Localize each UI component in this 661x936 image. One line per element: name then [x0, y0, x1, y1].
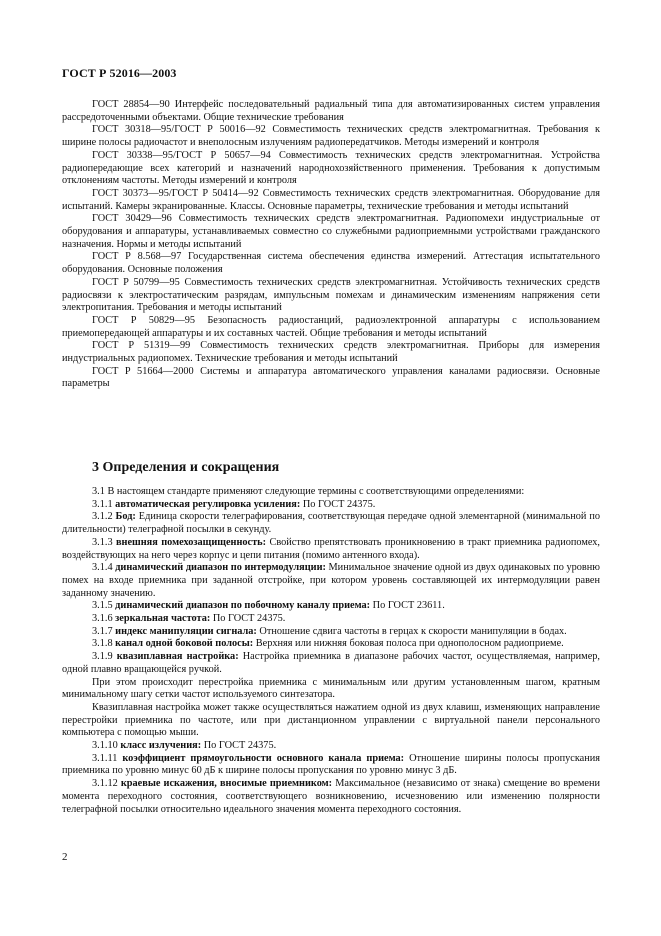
reference-item: ГОСТ Р 51664—2000 Системы и аппаратура автоматического управления каналами радиосвязи. Основные параметры [62, 365, 600, 390]
term-definition [62, 613, 600, 626]
term-number: 3.1.7 [92, 625, 113, 637]
term-text: По ГОСТ 24375. [300, 498, 376, 510]
reference-item: ГОСТ Р 50829—95 Безопасность радиостанций, радиоэлектронной аппаратуры с использованием приемопередающей аппаратуры и их составных частей. Общие требования и методы испытаний [62, 314, 600, 339]
term-name: внешняя помехозащищенность: [115, 536, 267, 548]
reference-item: ГОСТ 30318—95/ГОСТ Р 50016—92 Совместимость технических средств электромагнитная. Требования к ширине полосы радиочастот и внеполосным излучениям радиопередатчиков. Методы измерений и контроля [62, 124, 600, 149]
term-number: 3.1.8 [92, 638, 113, 650]
term-number: 3.1.11 [92, 752, 118, 764]
term-name: краевые искажения, вносимые приемником: [120, 778, 333, 790]
term-number: 3.1.3 [92, 536, 113, 548]
term-name: динамический диапазон по побочному каналу приема: [115, 600, 371, 612]
term-number: 3.1.2 [92, 511, 113, 523]
term-name: индекс манипуляции сигнала: [115, 625, 257, 637]
term-name: динамический диапазон по интермодуляции: [115, 562, 326, 574]
term-definition [62, 651, 600, 676]
term-name: зеркальная частота: [115, 613, 211, 625]
term-number: 3.1.4 [92, 562, 113, 574]
term-definition [62, 638, 600, 651]
term-text: По ГОСТ 24375. [201, 740, 277, 752]
term-number: 3.1.5 [92, 600, 113, 612]
term-text: Минимальное значение одной из двух одинаковых по уровню помех на входе приемника при заданной отстройке, при котором уровень составляющей их интермодуляции равен заданному значению. [62, 562, 600, 599]
term-text: Единица скорости телеграфирования, соответствующая передаче одной элементарной (минимальной по длительности) телеграфной посылки в секунду. [62, 511, 600, 536]
section-definitions [62, 460, 600, 816]
term-number: 3.1.12 [92, 778, 118, 790]
term-name: класс излучения: [120, 740, 202, 752]
reference-item: ГОСТ Р 50799—95 Совместимость технических средств электромагнитная. Устойчивость технических средств радиосвязи к электростатическим разрядам, импульсным помехам и динамическим изменениям напряжения сети электропитания. Требования и методы испытаний [62, 276, 600, 314]
term-definition [62, 778, 600, 816]
normative-references [62, 99, 600, 391]
page-number: 2 [62, 851, 68, 863]
term-definition [62, 537, 600, 562]
term-name: квазиплавная настройка: [116, 651, 239, 663]
term-definition [62, 511, 600, 536]
reference-item: ГОСТ 30373—95/ГОСТ Р 50414—92 Совместимость технических средств электромагнитная. Оборудование для испытаний. Камеры экранированные. Классы. Основные параметры, технические требования и методы испытаний [62, 187, 600, 212]
document-header: ГОСТ Р 52016—2003 [62, 66, 177, 80]
term-text: Верхняя или нижняя боковая полоса при однополосном радиоприеме. [253, 638, 564, 650]
term-number: 3.1.10 [92, 740, 118, 752]
term-definition [62, 626, 600, 639]
term-definition [62, 740, 600, 753]
term-definition [62, 753, 600, 778]
paragraph: При этом происходит перестройка приемника с минимальным или другим установленным шагом, кратным минимальному шагу сетки частот используемого синтезатора. [62, 676, 600, 701]
section-title: 3 Определения и сокращения [92, 460, 280, 475]
term-text: Свойство препятствовать проникновению в тракт приемника радиопомех, воздействующих на него через корпус и цепи питания (помимо антенного входа). [62, 536, 601, 561]
term-text: По ГОСТ 23611. [370, 600, 445, 612]
term-text: Максимальное (независимо от знака) смещение во времени момента переходного состояния, соответствующего возникновению, исчезновению или изменению полярности телеграфной посылки относительно идеального значения момента переходного состояния. [62, 778, 601, 815]
term-number: 3.1.6 [92, 613, 113, 625]
reference-item: ГОСТ Р 51319—99 Совместимость технических средств электромагнитная. Приборы для измерения индустриальных радиопомех. Технические требования и методы испытаний [62, 340, 600, 365]
term-name: коэффициент прямоугольности основного канала приема: [122, 752, 405, 764]
term-number: 3.1.9 [92, 651, 113, 663]
reference-item: ГОСТ 28854—90 Интерфейс последовательный радиальный типа для автоматизированных систем управления рассредоточенными объектами. Общие технические требования [62, 99, 600, 123]
term-text: Настройка приемника в диапазоне рабочих частот, осуществляемая, например, одной плавно вращающейся ручкой. [62, 651, 600, 675]
term-text: Отношение сдвига частоты в герцах к скорости манипуляции в бодах. [256, 625, 567, 637]
reference-item: ГОСТ Р 8.568—97 Государственная система обеспечения единства измерений. Аттестация испытательного оборудования. Основные положения [62, 251, 600, 276]
section-intro: 3.1 В настоящем стандарте применяют следующие термины с соответствующими определениями: [92, 486, 525, 497]
term-text: По ГОСТ 24375. [210, 613, 286, 625]
term-name: канал одной боковой полосы: [115, 638, 254, 650]
term-name: автоматическая регулировка усиления: [115, 498, 301, 510]
term-number: 3.1.1 [92, 498, 113, 510]
reference-item: ГОСТ 30338—95/ГОСТ Р 50657—94 Совместимость технических средств электромагнитная. Устройства радиопередающие всех категорий и назначений народнохозяйственного применения. Требования к допустимым отклонениям частоты. Методы измерений и контроля [62, 149, 600, 187]
term-text: Отношение ширины полосы пропускания приемника по уровню минус 60 дБ к ширине полосы пропускания по уровню минус 3 дБ. [62, 752, 600, 777]
reference-item: ГОСТ 30429—96 Совместимость технических средств электромагнитная. Радиопомехи индустриальные от оборудования и аппаратуры, устанавливаемых совместно со служебными радиоприемными устройствами гражданского назначения. Нормы и методы испытаний [62, 213, 600, 250]
paragraph: Квазиплавная настройка может также осуществляться нажатием одной из двух клавиш, изменяющих направление перестройки приемника по частоте, или при дистанционном управлении с виртуальной панели персонального компьютера с помощью мыши. [62, 701, 600, 739]
term-definition [62, 562, 600, 600]
term-name: Бод: [115, 511, 136, 523]
term-definition [62, 499, 600, 512]
term-definition [62, 600, 600, 613]
